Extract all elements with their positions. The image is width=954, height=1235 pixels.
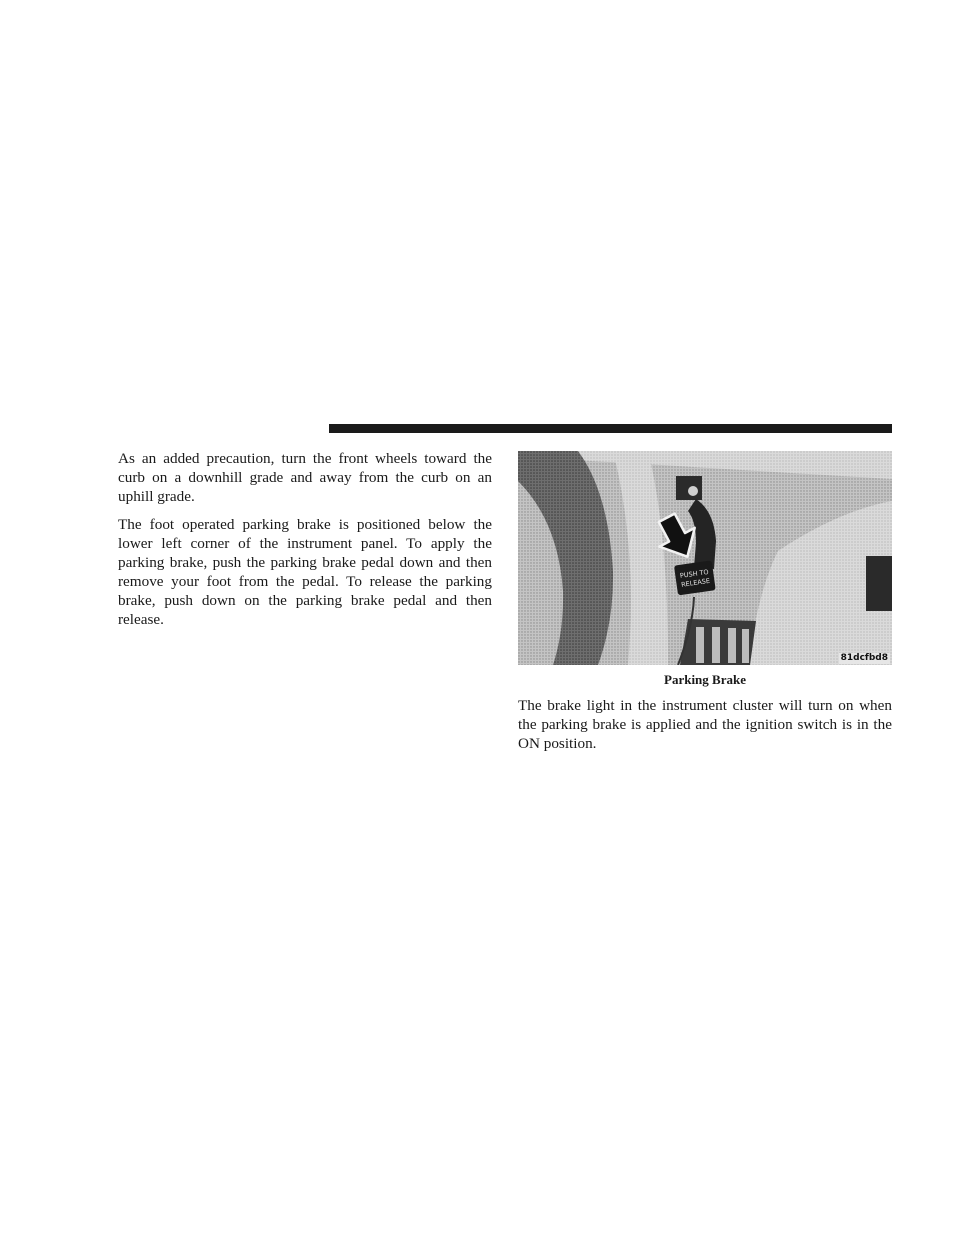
paragraph-wheel-precaution: As an added precaution, turn the front wheels toward the curb on a downhill grade and away from the curb on an uphill grade.: [118, 450, 492, 505]
section-header-rule: [329, 424, 892, 433]
paragraph-parking-brake-operation: The foot operated parking brake is positioned below the lower left corner of the instrument panel. To apply the parking brake, push the parking brake pedal down and then remove your foot from the pedal. To release the parking brake, push down on the parking brake pedal and then release.: [118, 516, 492, 628]
figure-code: 81dcfbd8: [840, 653, 888, 663]
pedal-label-line2: RELEASE: [680, 576, 711, 589]
figure-caption: Parking Brake: [664, 672, 746, 687]
left-column: [118, 449, 492, 638]
right-column: [518, 451, 892, 762]
pedal-label-line1: PUSH TO: [679, 567, 710, 580]
parking-brake-illustration: [518, 451, 892, 665]
parking-brake-figure: [518, 451, 892, 665]
paragraph-brake-light: The brake light in the instrument cluster will turn on when the parking brake is applied and the ignition switch is in the ON position.: [518, 697, 892, 752]
